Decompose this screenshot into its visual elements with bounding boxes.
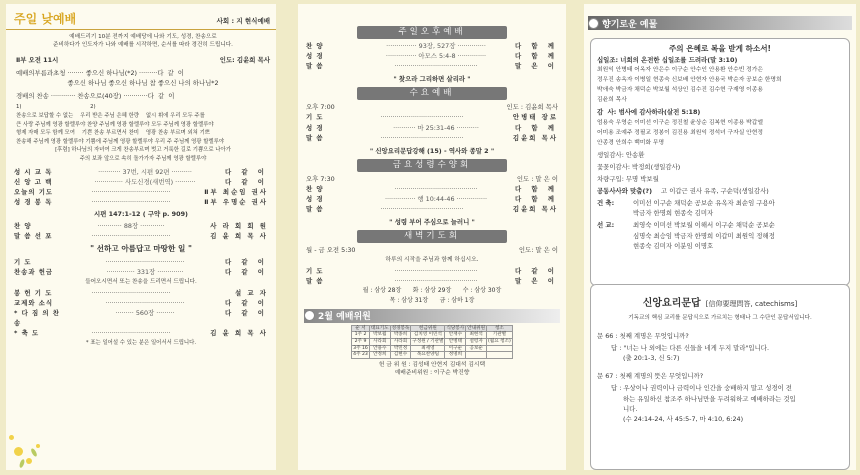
catechism-subtitle: [信仰要理問答, catechisms] — [705, 300, 798, 308]
sermon-title: " 선하고 아름답고 마땅한 일 " — [90, 244, 192, 254]
answer-67-ref: (수 24:14-24, 사 45:5-7, 마 4:10, 6:24) — [623, 414, 744, 423]
table-row: 1주 2 박보월 박종희 김치영 이민석 안재수 최현석 기관별 — [352, 332, 513, 339]
verse-line: 주의 보좌 앞으로 속히 돌가가자 주님께 영광 할렐루야 — [79, 155, 207, 162]
verse-line: [후렴] 하나님의 자녀여 크게 찬송부르며 벗고 거룩한 길로 기쁨으로 나아가 — [55, 147, 231, 154]
offering-committee: 헌 금 위 원 : 김성태 안현지 김대석 김시택 — [378, 361, 486, 368]
answer-67: 니다. — [623, 404, 638, 413]
verse-line: 형제 자매 모두 함께 모여 기쁜 찬송 부르면서 찬미 영광 찬송 부르며 외쳐 기쁘 — [16, 130, 210, 137]
verse-line: 큰 사랑 주님께 영광 할렐루야 찬양 주님께 영광 할렐루야 모두 주님께 영광 할렐루야 — [16, 121, 214, 128]
service-time: 월 - 금 오전 5:30 — [306, 246, 356, 255]
section-header: 새벽기도회 — [357, 230, 507, 243]
footnote: * 표는 일어설 수 있는 분은 일어서서 드립니다. — [85, 340, 197, 347]
order-item: 말 씀 ········································· 김윤희 목사 — [306, 205, 558, 214]
name-line: 최원익 안병태 어옥자 안은수 이구순 안수인 안용환 안수빈 정가은 — [597, 67, 763, 74]
service-leader: 인도 : 김윤희 목사 — [506, 103, 558, 112]
name-line: 현종숙 김미자 이분임 이명호 — [633, 241, 714, 250]
catechism-intro: 기독교의 핵심 교리를 문답식으로 가르치는 형태나 그 수단인 문답서입니다. — [628, 315, 812, 321]
service-leader: 인도: 김윤희 목사 — [219, 56, 270, 64]
panel-header — [6, 4, 276, 30]
catechism-title: 신앙요리문답 — [642, 298, 701, 309]
dawn-note: 하루의 시작을 주님과 함께 하십시오. — [385, 257, 479, 264]
service-time: Ⅱ부 오전 11시 — [16, 56, 59, 64]
order-item: * 축 도 ······································· 김 윤 희 목 사 — [14, 328, 268, 337]
name-line: 안종경 안희수 백미화 무명 — [597, 139, 665, 146]
service-leader: 인도: 말 은 이 — [518, 246, 558, 255]
verse-line: 1) 2) — [16, 104, 96, 111]
table-row: 3주 16 안용수 박민정 최세영 이구순 공보순 — [352, 345, 513, 352]
name-line: 정우진 송옥자 이병일 현종숙 신보배 안현자 안용국 박순자 공보순 한명희 — [597, 77, 782, 84]
hymn-line: 경배의 찬송 ············ 찬송으로(40장) ············다 같 이 — [16, 92, 175, 101]
bullet-icon — [304, 310, 315, 321]
answer-66: 답 : "너는 나 외에는 다른 신들을 네게 두지 말라"입니다. — [611, 344, 769, 353]
order-item: 봉 헌 기 도 ······································· 설 교 자 — [14, 288, 268, 297]
sermon-title: " 성령 부어 주심으로 늘러니 " — [389, 218, 475, 227]
page-subtitle: 사회 : 지 현식예배 — [216, 17, 270, 25]
name-line: 박금자 한명희 현종숙 김미자 — [633, 209, 714, 218]
order-item: 오늘의 기도 ······································· Ⅱ부 최순임 권사 — [14, 187, 268, 196]
flower-offering: 꽃꽂이감사: 박정희(생일감사) — [597, 162, 681, 171]
name-line: 엄용숙 우영순 이미선 이구순 정진철 윤상순 김복현 이종용 박갑엘 — [597, 119, 763, 126]
offering-note: 들어오시면서 또는 찬송을 드리면서 드립니다. — [85, 279, 197, 286]
order-item: 성 경 봉 독 ······································· Ⅱ부 우명순 권사 — [14, 197, 268, 206]
verse-line: 찬송으로 보답할 수 없는 우리 받은 주님 은혜 한량 없시 휘에 우리 모두 주를 — [16, 112, 205, 119]
order-item: 성 경 ··············· 행 10:44-46 ··············· 다 함 께 — [306, 195, 558, 204]
mission-label: 선 교: — [597, 221, 615, 230]
answer-66-ref: (출 20:1-3, 신 5:7) — [623, 354, 680, 363]
order-item: 말 씀 ········································· 말 은 이 — [306, 276, 558, 285]
order-item: 말 씀 선 포 ······································· 김 윤 희 목 사 — [14, 232, 268, 241]
table-row: 2주 9 사라회 사라회 구성원 / 기관별 안병태 설령자 (월요 청소) — [352, 339, 513, 346]
section-header: 주일오후예배 — [357, 26, 507, 39]
thanks-label: 감 사: 범사에 감사하라(살전 5:18) — [597, 108, 701, 117]
sermon-title: " 찾으라 그리하면 살리라 " — [393, 75, 471, 84]
bullet-icon — [588, 18, 599, 29]
build-label: 건 축: — [597, 199, 615, 208]
order-item: 기 도 ········································· 안병태 장로 — [306, 113, 558, 122]
intro-line: 준비하다가 인도자가 나와 예배를 시작하면, 순서를 따라 경건히 드립니다. — [53, 42, 233, 48]
catechism-card — [590, 284, 850, 470]
table-row: 4주 23 안정희 김현수 목요찬양팀 정명희 — [352, 352, 513, 359]
question-67: 문 67 : 첫째 계명의 뜻은 무엇입니까? — [597, 372, 704, 381]
card-title: 주의 은혜로 복을 받게 하소서! — [668, 44, 772, 53]
order-item: 성 시 교 독 ··········· 37번, 시편 92편 ·········· 다 같 이 — [14, 167, 268, 176]
order-item: 기 도 ········································· 다 같 이 — [306, 266, 558, 275]
birthday-offering: 생일감사: 안송환 — [597, 150, 645, 159]
sermon-title: " 신앙요리문답강해 (15) - 역사와 종말 2 " — [369, 146, 495, 155]
order-item: 교제와 소식 ······································· 다 같 이 — [14, 298, 268, 307]
dawn-schedule: 목 : 삼상 31장 금 : 삼하 1장 — [389, 296, 475, 304]
car-offering: 차량구입: 무명 박보월 — [597, 175, 659, 184]
prep-committee: 예배준비위원 : 이구순 박진향 — [394, 369, 470, 376]
worship-committee-header: 2월 예배위원 — [304, 309, 560, 323]
order-item: 찬송과 헌금 ·············· 331장 ············· 다 같 이 — [14, 268, 268, 277]
order-item: * 다 짐 의 찬 송 ········· 560장 ········· 다 같 이 — [14, 308, 268, 327]
name-line: 최영숙 이미선 박보월 이해서 이구순 채덕순 공보순 — [633, 221, 775, 230]
order-item: 성 경 ··········· 마 25:31-46 ··········· 다 함 께 — [306, 123, 558, 132]
page-title: 주일 낮예배 — [14, 12, 77, 26]
hymn-verses — [16, 103, 270, 163]
intro-line: 예배드리기 10분 전까지 예배당에 나와 기도, 성경, 찬송으로 — [69, 34, 217, 40]
offerings-panel — [584, 4, 856, 470]
weekly-services-panel — [298, 4, 566, 470]
order-item: 찬 양 ··············· 93장, 527장 ·············· 다 함 께 — [306, 42, 558, 50]
order-item: 말 씀 ········································· 김윤희 목사 — [306, 133, 558, 142]
answer-67: 답 : 우상이나 권력이나 금력이나 인간을 숭배하지 말고 성경이 전 — [611, 384, 792, 393]
verse-line: 찬송해 주님께 영광 할렐루야 기쁨에 주님께 영광 할렐루야 우리 주 주님께 영광 할렐루야 — [16, 138, 225, 145]
name-line: 심명숙 최승임 박금자 한명희 이갑미 최원익 정해정 — [633, 231, 775, 240]
order-item: 말 씀 ········································· 말 은 이 — [306, 62, 558, 71]
service-time: 오후 7:00 — [306, 103, 335, 112]
construction-label: 공동사사와 맞춤(?) — [597, 187, 652, 196]
order-item: 기 도 ······································· 다 같 이 — [14, 258, 268, 267]
construction-names: 고 이갑근 권사 유족, 구순덕(생일감사) — [661, 187, 769, 196]
sunday-worship-panel — [6, 4, 276, 470]
dawn-schedule: 월 : 삼상 28장 화 : 삼상 29장 수 : 삼상 30장 — [362, 286, 502, 294]
name-line: 어미용 조예주 정필교 정봉이 김진용 최원익 정석녀 구자실 안현정 — [597, 129, 763, 136]
order-item: 찬 양 ············ 88장 ············ 사 라 회 회 원 — [14, 222, 268, 230]
tithe-label: 십일조: 너희의 온전한 십일조를 드려라(말 3:10) — [597, 56, 738, 64]
call-to-worship: 예배의부름과초청 ········ 좋으신 하나님(*2) ·········다 같 이 — [16, 69, 184, 78]
name-line: 이미선 이구순 채덕순 공보순 유옥자 최순임 구용아 — [633, 199, 775, 208]
name-line: 김윤희 목사 — [597, 97, 627, 104]
answer-67: 하는 유일하신 참조주 하나님만을 두려워하고 예배하라는 것입 — [623, 394, 796, 403]
offerings-card — [590, 38, 850, 286]
name-line: 박애숙 박금자 채덕순 박보월 석상인 김수진 김수현 구재영 이종용 — [597, 87, 763, 94]
call-lyrics: 좋으신 하나님 좋으신 하나님 참 좋으신 나의 하나님*2 — [67, 79, 219, 88]
question-66: 문 66 : 첫째 계명은 무엇입니까? — [597, 332, 689, 341]
service-leader: 인도 : 말 은 이 — [516, 174, 558, 183]
order-item: 성 경 ··············· 아모스 5:4-8 ·············· 다 함 께 — [306, 52, 558, 61]
service-time: 오후 7:30 — [306, 174, 335, 183]
order-item: 찬 양 ········································· 다 함 께 — [306, 184, 558, 193]
offerings-header: 향기로운 예물 — [588, 16, 852, 30]
section-header: 수요예배 — [357, 87, 507, 100]
scripture-reference: 시편 147:1-12 ( 구약 p. 909) — [94, 209, 188, 218]
order-item: 신 앙 고 백 ·············· 사도신경(새번역) ·········· 다 같 이 — [14, 177, 268, 186]
worship-committee-table: 순 서 대표기도 성경봉독 헌금위원 식당봉사 안내위원 청소 1주 2 박보월 박종희 김치영 이민석 안재수 최현석 기관별 2주 9 사라회 사라회 구성원 / 기관별 안병태 설령자 (월요 청소) 3주 16 안용수 박민정 최세영 이구순 공보순 4주 23 안정희 김현수 목요찬양팀 정명희 — [353, 325, 511, 358]
section-header: 금요성령수양회 — [357, 159, 507, 172]
